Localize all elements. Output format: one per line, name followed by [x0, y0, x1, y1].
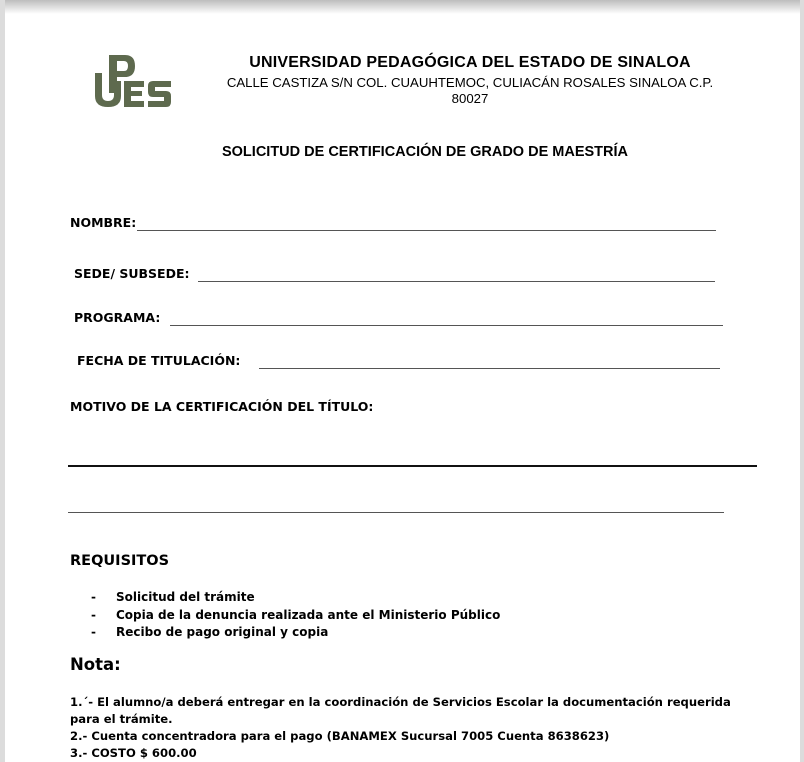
institution-address [185, 75, 755, 107]
sede-field[interactable] [74, 266, 724, 286]
sede-label: SEDE/ SUBSEDE: [74, 266, 190, 281]
nota-heading: Nota: [70, 655, 121, 674]
programa-line[interactable] [170, 325, 723, 326]
address-line-1: CALLE CASTIZA S/N COL. CUAUHTEMOC, CULIACÁN ROSALES SINALOA C.P. [226, 75, 714, 90]
nota-list [70, 694, 760, 762]
programa-field[interactable] [74, 310, 729, 330]
requisito-text: Recibo de pago original y copia [116, 625, 329, 639]
document-page [5, 0, 800, 762]
requisitos-heading: REQUISITOS [70, 553, 170, 569]
nombre-label: NOMBRE: [70, 215, 137, 230]
sede-line[interactable] [198, 281, 715, 282]
upes-logo [91, 51, 175, 111]
requisito-text: Solicitud del trámite [116, 590, 255, 604]
requisito-item: - Solicitud del trámite [91, 590, 255, 604]
nota-line: 1.´- El alumno/a deberá entregar en la coordinación de Servicios Escolar la documentación requerida para el trámite. [70, 695, 731, 726]
page-top-shadow [5, 0, 800, 14]
programa-label: PROGRAMA: [74, 310, 161, 325]
nombre-field[interactable] [70, 215, 720, 235]
requisito-item: - Copia de la denuncia realizada ante el Ministerio Público [91, 607, 501, 622]
requisitos-list [91, 589, 500, 642]
motivo-line-1[interactable] [68, 465, 757, 467]
requisito-item: - Recibo de pago original y copia [91, 625, 329, 639]
fecha-titulacion-line[interactable] [259, 368, 720, 369]
document-title: SOLICITUD DE CERTIFICACIÓN DE GRADO DE MAESTRÍA [221, 144, 628, 160]
fecha-titulacion-field[interactable] [77, 353, 727, 373]
requisito-text: Copia de la denuncia realizada ante el Ministerio Público [116, 607, 501, 622]
institution-name: UNIVERSIDAD PEDAGÓGICA DEL ESTADO DE SINALOA [249, 54, 691, 71]
nombre-line[interactable] [137, 230, 716, 231]
motivo-line-2[interactable] [68, 512, 724, 513]
motivo-label: MOTIVO DE LA CERTIFICACIÓN DEL TÍTULO: [70, 399, 374, 414]
address-line-2: 80027 [451, 91, 489, 106]
nota-line: 3.- COSTO $ 600.00 [70, 746, 197, 760]
nota-line: 2.- Cuenta concentradora para el pago (BANAMEX Sucursal 7005 Cuenta 8638623) [70, 729, 610, 743]
fecha-titulacion-label: FECHA DE TITULACIÓN: [77, 353, 241, 368]
